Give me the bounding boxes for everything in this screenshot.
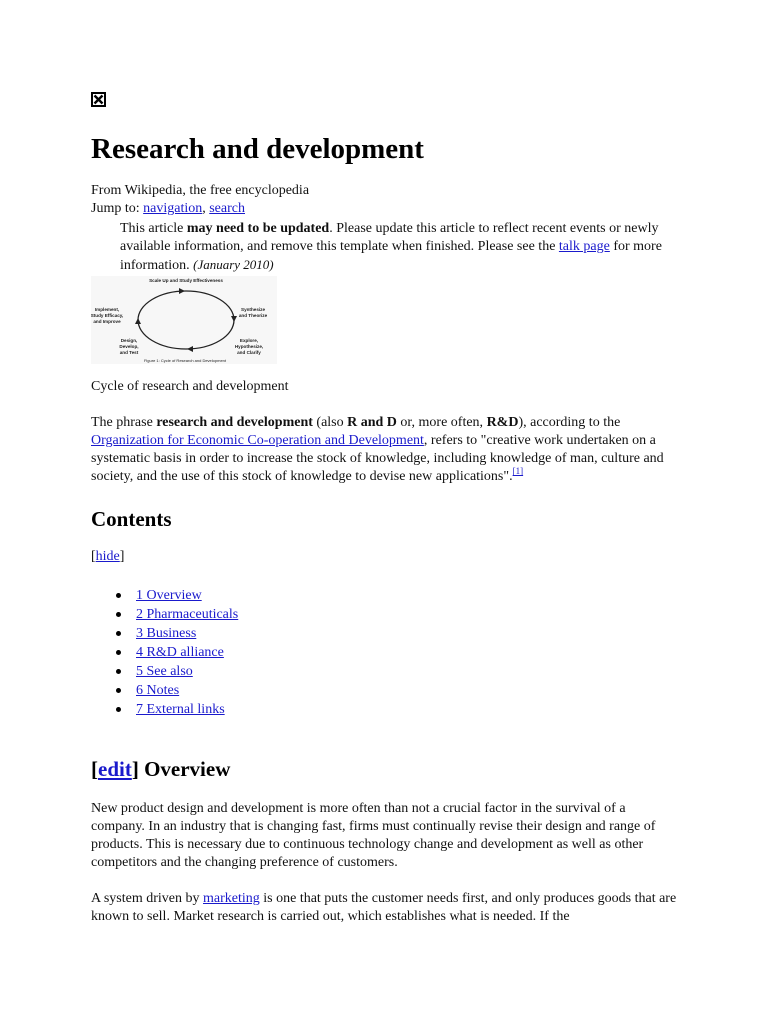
jump-to-label: Jump to: xyxy=(91,201,140,216)
svg-text:and Clarify: and Clarify xyxy=(237,350,261,355)
toc-link-overview[interactable]: 1 Overview xyxy=(136,588,202,603)
figure-inner-caption: Figure 1: Cycle of Research and Development xyxy=(143,358,227,363)
svg-text:Synthesize: Synthesize xyxy=(241,307,265,312)
cycle-arrow-top xyxy=(179,288,185,294)
toc-item xyxy=(91,605,238,624)
site-subtitle: From Wikipedia, the free encyclopedia xyxy=(91,183,310,198)
svg-text:and Theorize: and Theorize xyxy=(238,313,268,318)
toc-link-business[interactable]: 3 Business xyxy=(136,626,197,641)
oecd-link[interactable]: Organization for Economic Co-operation and Development xyxy=(91,433,424,448)
svg-text:and Improve: and Improve xyxy=(93,319,121,324)
toc-item xyxy=(91,700,238,719)
table-of-contents xyxy=(91,586,238,719)
toc-link-see-also[interactable]: 5 See also xyxy=(136,664,193,679)
toc-item xyxy=(91,681,238,700)
broken-image-icon xyxy=(91,92,106,107)
overview-edit-link[interactable]: edit xyxy=(98,757,132,781)
svg-text:Hypothesize,: Hypothesize, xyxy=(234,344,264,349)
overview-paragraph-2: A system driven by marketing is one that puts the customer needs first, and only produces goods that are known to sell. Market research is carried out, which establishes what is needed. If the xyxy=(91,891,677,924)
toc-link-pharmaceuticals[interactable]: 2 Pharmaceuticals xyxy=(136,607,239,622)
page-title: Research and development xyxy=(91,133,424,165)
cycle-arrow-bottom xyxy=(187,346,193,352)
toc-link-notes[interactable]: 6 Notes xyxy=(136,683,180,698)
figure-caption: Cycle of research and development xyxy=(91,379,289,394)
jump-search-link[interactable]: search xyxy=(209,201,245,216)
intro-paragraph: The phrase research and development (also R and D or, more often, R&D), according to the Organization for Economic Co-operation and Development, refers to "creative work undertaken on a systematic basis in order to increase the stock of knowledge, including knowledge of man, culture and society, and the use of this stock of knowledge to devise new applications".[1] xyxy=(91,415,664,484)
talk-page-link[interactable]: talk page xyxy=(558,239,610,254)
overview-heading-text: Overview xyxy=(144,757,231,781)
jump-to-line: Jump to: navigation, search xyxy=(91,201,245,216)
toc-hide-link[interactable]: hide xyxy=(95,549,120,564)
figure-top-label: Scale Up and Study Effectiveness xyxy=(149,278,223,283)
overview-heading: [edit] Overview xyxy=(91,757,231,781)
marketing-link[interactable]: marketing xyxy=(203,891,260,906)
svg-text:Explore,: Explore, xyxy=(239,338,259,343)
toc-item xyxy=(91,662,238,681)
toc-item xyxy=(91,624,238,643)
toc-hide-toggle: [hide] xyxy=(91,549,125,564)
overview-paragraph-1: New product design and development is more often than not a crucial factor in the survival of a company. In an industry that is changing fast, firms must continually revise their design and range of products. This is necessary due to continuous technology change and development as well as other competitors and the changing preference of customers. xyxy=(91,801,656,870)
cycle-ring xyxy=(138,291,234,349)
notice-emphasis: may need to be updated xyxy=(186,221,330,236)
svg-text:Study Efficacy,: Study Efficacy, xyxy=(91,313,124,318)
toc-link-external-links[interactable]: 7 External links xyxy=(136,702,225,717)
contents-heading: Contents xyxy=(91,507,172,531)
toc-link-rd-alliance[interactable]: 4 R&D alliance xyxy=(136,645,224,660)
svg-text:Implement,: Implement, xyxy=(94,307,120,312)
svg-text:and Test: and Test xyxy=(119,350,139,355)
toc-item xyxy=(91,586,238,605)
research-cycle-figure[interactable] xyxy=(91,276,277,364)
jump-navigation-link[interactable]: navigation xyxy=(143,201,203,216)
cycle-arrow-right xyxy=(231,316,237,322)
notice-date: (January 2010) xyxy=(193,257,274,272)
reference-1-link[interactable]: [1] xyxy=(512,466,524,476)
cycle-arrow-left xyxy=(135,318,141,324)
toc-item xyxy=(91,643,238,662)
svg-text:Develop,: Develop, xyxy=(119,344,139,349)
update-notice: This article may need to be updated. Please update this article to reflect recent events or newly available information, and remove this template when finished. Please see the talk page for more information. (January 2010) xyxy=(120,221,662,273)
svg-text:Design,: Design, xyxy=(120,338,138,343)
